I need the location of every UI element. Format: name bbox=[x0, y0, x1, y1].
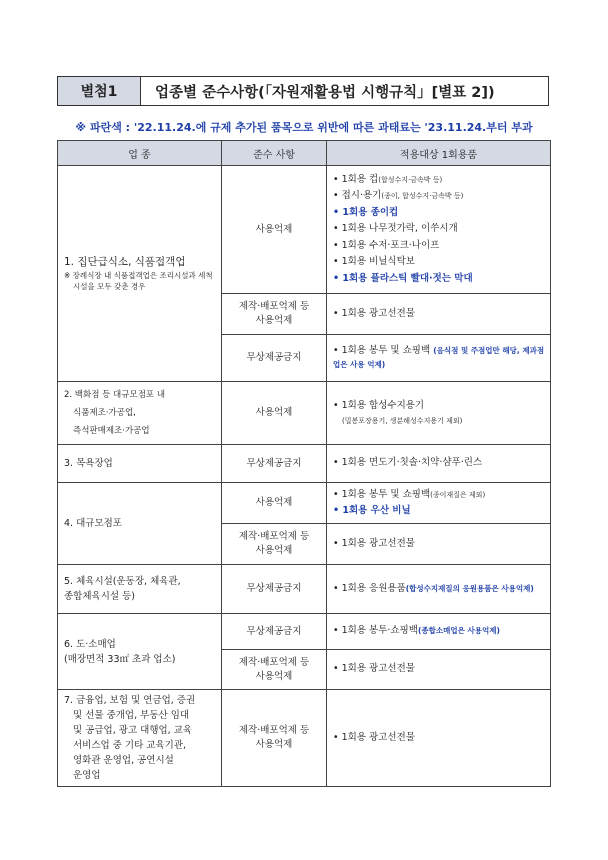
industry-cell-3: 3. 목욕장업 bbox=[58, 445, 222, 483]
industry-cell-2: 2. 백화점 등 대규모점포 내 식품제조·가공업, 즉석판매제조·가공업 bbox=[58, 382, 222, 445]
table-row bbox=[58, 382, 551, 445]
list-item: • 1회용 종이컵 bbox=[333, 206, 399, 218]
table-row bbox=[58, 690, 551, 787]
items-cell bbox=[327, 166, 551, 294]
rule-cell: 제작·배포억제 등 사용억제 bbox=[222, 650, 327, 690]
header-industry: 업 종 bbox=[58, 141, 222, 166]
list-item: • 1회용 컵(합성수지·금속박 등) bbox=[333, 173, 443, 185]
industry-cell-6: 6. 도·소매업 (매장면적 33㎡ 초과 업소) bbox=[58, 614, 222, 690]
annex-title-box bbox=[57, 76, 549, 106]
industry-note: ※ 장례식장 내 식품접객업은 조리시설과 세척 bbox=[64, 271, 213, 280]
compliance-table bbox=[57, 140, 551, 787]
rule-cell: 사용억제 bbox=[222, 483, 327, 524]
table-row bbox=[58, 445, 551, 483]
rule-cell: 무상제공금지 bbox=[222, 614, 327, 650]
list-item: • 1회용 수저·포크·나이프 bbox=[333, 239, 440, 251]
rule-cell: 사용억제 bbox=[222, 166, 327, 294]
header-row bbox=[58, 141, 551, 166]
rule-cell: 무상제공금지 bbox=[222, 565, 327, 614]
industry-name: 1. 집단급식소, 식품접객업 bbox=[64, 256, 186, 268]
annex-title: 업종별 준수사항(「자원재활용법 시행규칙」[별표 2]) bbox=[155, 84, 495, 101]
table-row bbox=[58, 166, 551, 294]
rule-cell: 사용억제 bbox=[222, 382, 327, 445]
rule-cell: 제작·배포억제 등 사용억제 bbox=[222, 294, 327, 335]
rule-cell: 무상제공금지 bbox=[222, 335, 327, 382]
rule-cell: 제작·배포억제 등 사용억제 bbox=[222, 524, 327, 565]
table-row bbox=[58, 483, 551, 524]
list-item: • 접시·용기(종이, 합성수지·금속박 등) bbox=[333, 190, 464, 202]
list-item: • 1회용 봉투 및 쇼핑백 (음식점 및 주점업만 해당, 제과점업은 사용 억제) bbox=[333, 345, 545, 369]
items-cell bbox=[327, 335, 551, 382]
rule-cell: 제작·배포억제 등 사용억제 bbox=[222, 690, 327, 787]
items-cell bbox=[327, 524, 551, 565]
list-item: • 1회용 광고선전물 bbox=[333, 663, 415, 675]
list-item: • 1회용 봉투·쇼핑백(종합소매업은 사용억제) bbox=[333, 625, 500, 637]
header-rule: 준수 사항 bbox=[222, 141, 327, 166]
list-item: • 1회용 응원용품(합성수지재질의 응원용품은 사용억제) bbox=[333, 583, 534, 594]
list-item: • 1회용 면도기·칫솔·치약·샴푸·린스 bbox=[333, 457, 483, 469]
list-item: • 1회용 합성수지용기 bbox=[333, 399, 425, 411]
annex-tag: 별첨1 bbox=[58, 77, 141, 105]
list-item: • 1회용 광고선전물 bbox=[333, 307, 415, 319]
items-cell bbox=[327, 483, 551, 524]
list-item: • 1회용 우산 비닐 bbox=[333, 505, 411, 516]
items-cell bbox=[327, 294, 551, 335]
list-item: • 1회용 나무젓가락, 이쑤시개 bbox=[333, 223, 458, 235]
industry-cell-5: 5. 체육시설(운동장, 체육관, 종합체육시설 등) bbox=[58, 565, 222, 614]
blue-notice: ※ 파란색 : '22.11.24.에 규제 추가된 품목으로 위반에 따른 과태료는 '23.11.24.부터 부과 bbox=[75, 121, 533, 134]
industry-cell-4: 4. 대규모점포 bbox=[58, 483, 222, 565]
list-item: • 1회용 플라스틱 빨대·젓는 막대 bbox=[333, 272, 473, 284]
list-item: • 1회용 광고선전물 bbox=[333, 731, 415, 743]
items-cell bbox=[327, 650, 551, 690]
industry-cell-7: 7. 금융업, 보험 및 연금업, 증권 및 선물 중개업, 부동산 임대 및 공급업, 광고 대행업, 교육 서비스업 중 기타 교육기관, 영화관 운영업, 공연시설 운영업 bbox=[58, 690, 222, 787]
list-item: • 1회용 봉투 및 쇼핑백(종이재질은 제외) bbox=[333, 488, 486, 500]
header-items: 적용대상 1회용품 bbox=[327, 141, 551, 166]
items-cell bbox=[327, 445, 551, 483]
items-cell bbox=[327, 614, 551, 650]
list-item: • 1회용 광고선전물 bbox=[333, 537, 415, 549]
items-cell bbox=[327, 565, 551, 614]
items-cell bbox=[327, 382, 551, 445]
items-cell bbox=[327, 690, 551, 787]
table-row bbox=[58, 614, 551, 650]
industry-cell-1 bbox=[58, 166, 222, 382]
list-item: • 1회용 비닐식탁보 bbox=[333, 256, 415, 268]
list-item-note: (밀봉포장용기, 생분해성수지용기 제외) bbox=[342, 417, 463, 426]
industry-note: 시설을 모두 갖춘 경우 bbox=[73, 282, 146, 291]
rule-cell: 무상제공금지 bbox=[222, 445, 327, 483]
table-row bbox=[58, 565, 551, 614]
